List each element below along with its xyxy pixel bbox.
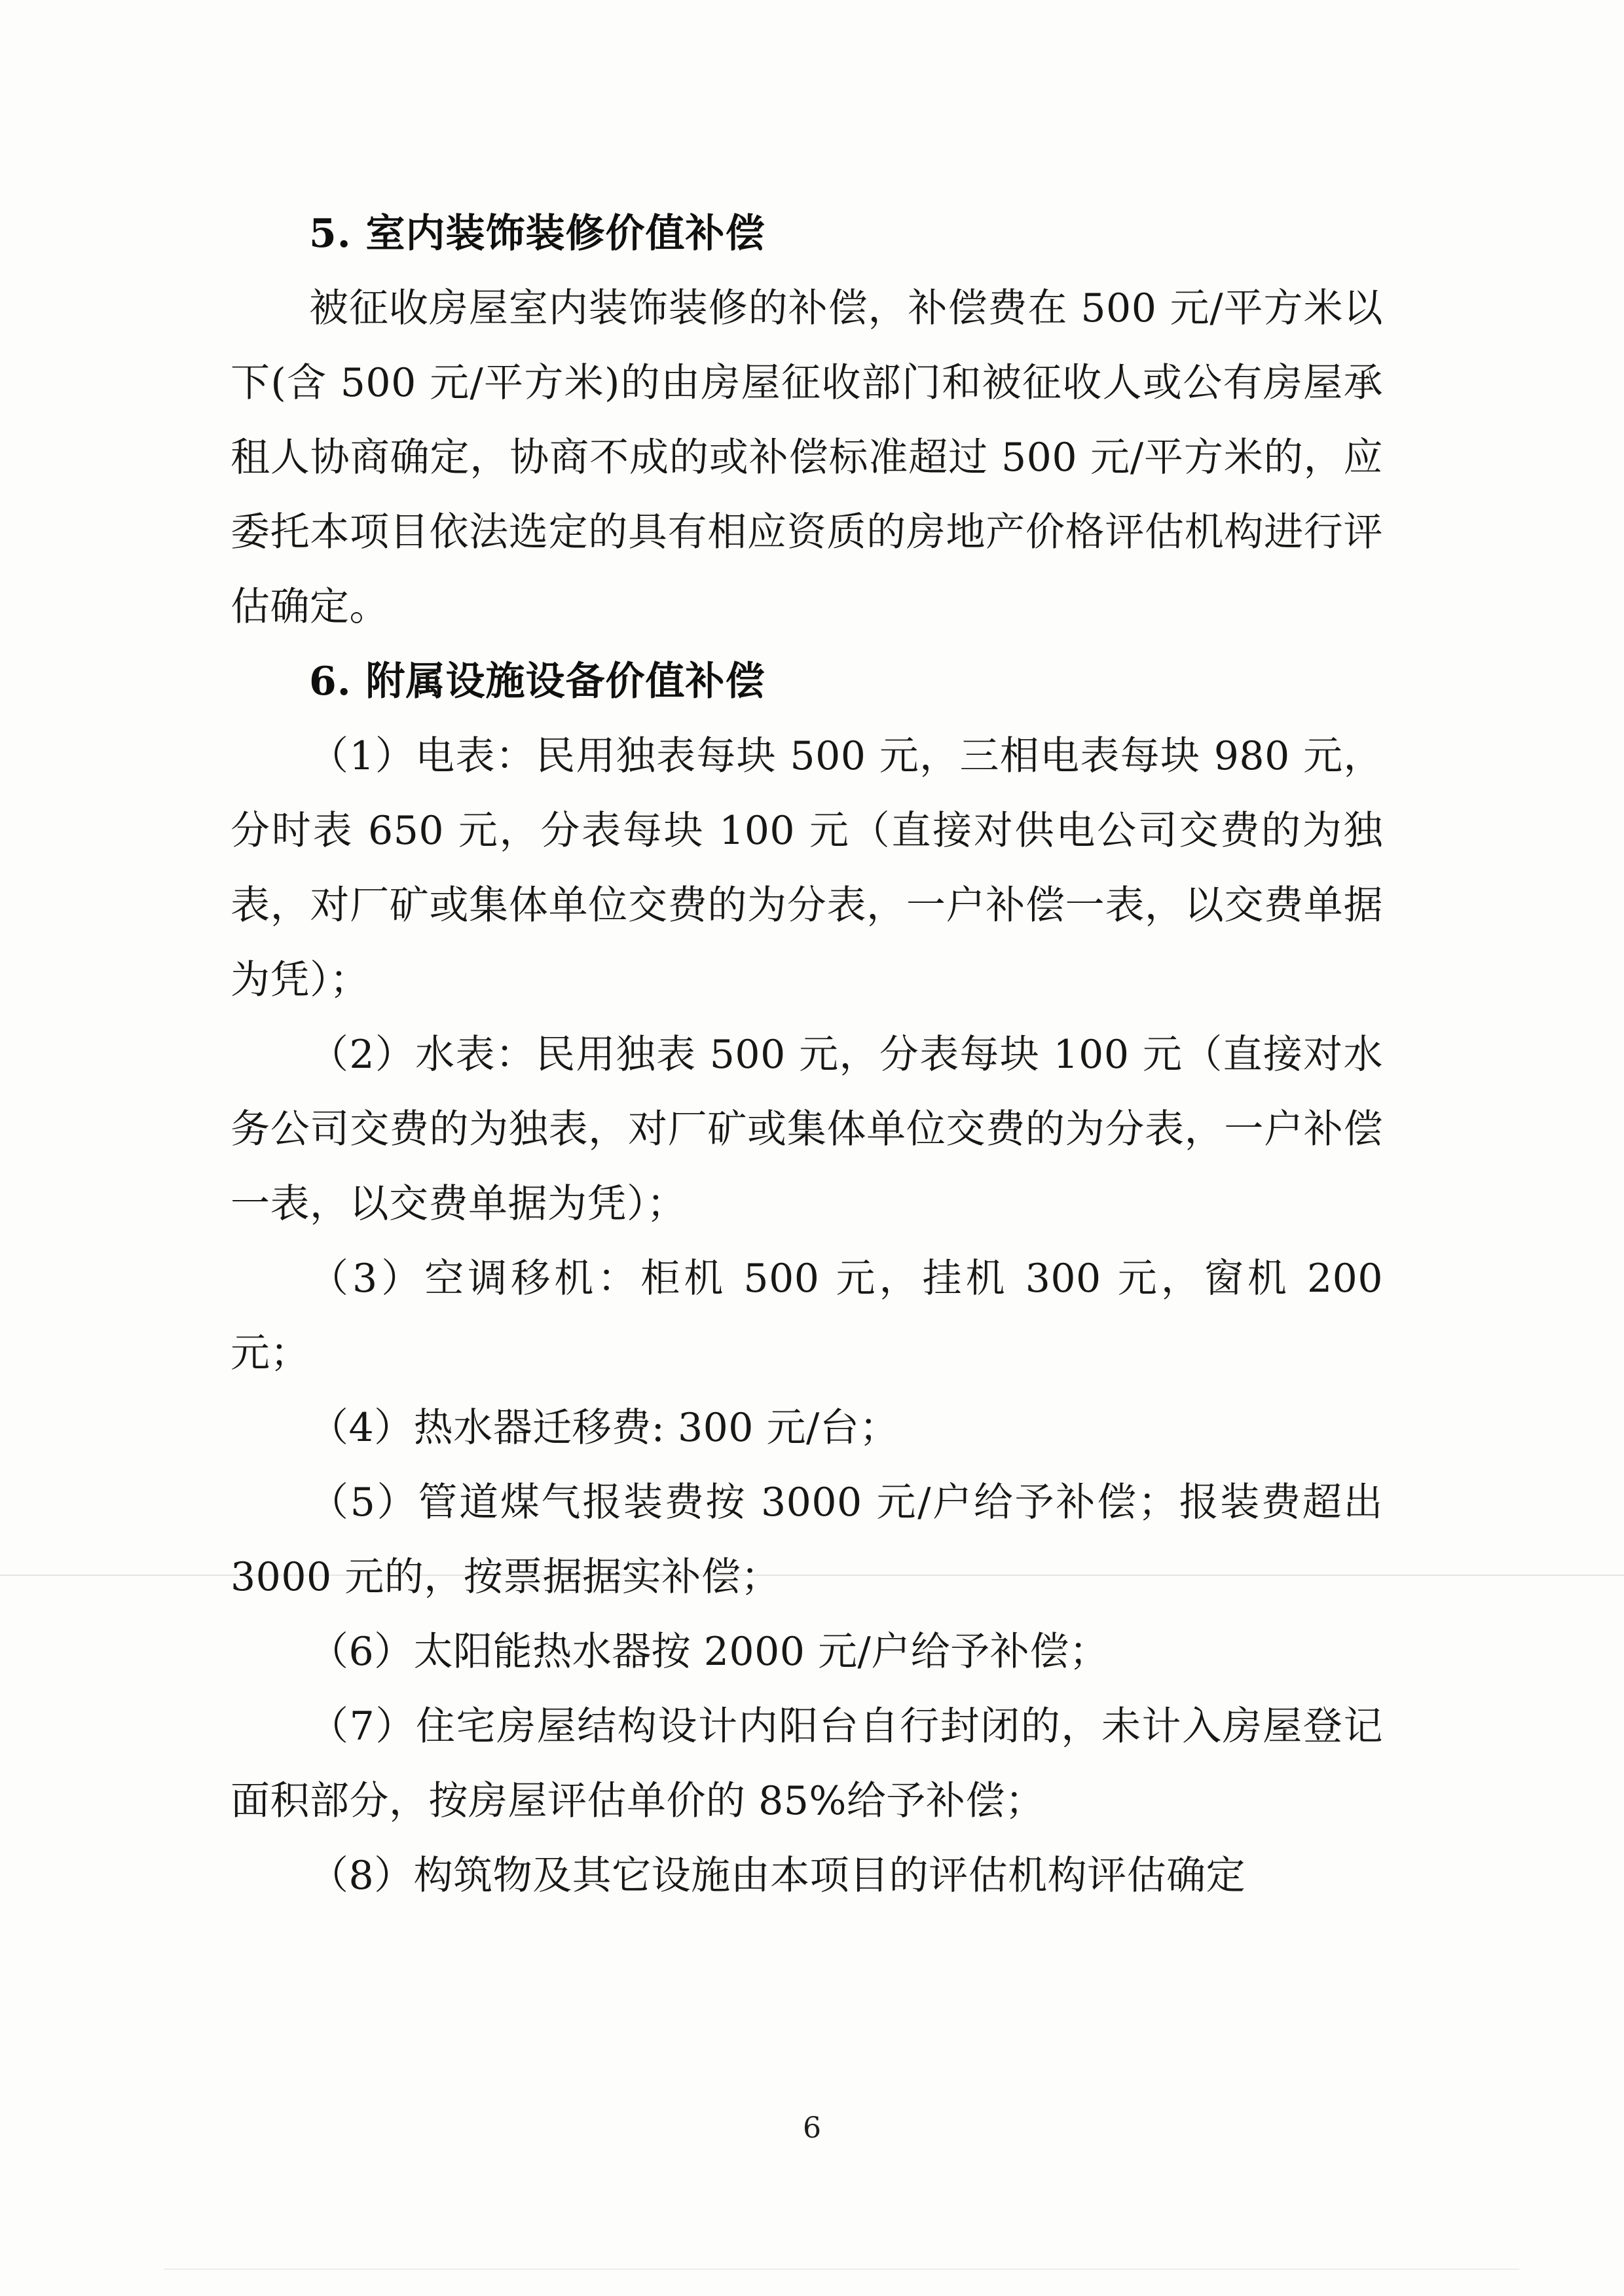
section-5-paragraph-1: 被征收房屋室内装饰装修的补偿，补偿费在 500 元/平方米以下(含 500 元/平方米)的由房屋征收部门和被征收人或公有房屋承租人协商确定，协商不成的或补偿标准超过 500 元/平方米的，应委托本项目依法选定的具有相应资质的房地产价格评估机构进行评估确定。 — [231, 285, 1383, 630]
page-number: 6 — [803, 2111, 821, 2145]
section-6-item-1: （1）电表：民用独表每块 500 元，三相电表每块 980 元，分时表 650 元，分表每块 100 元（直接对供电公司交费的为独表，对厂矿或集体单位交费的为分表，一户补偿一表，以交费单据为凭）； — [231, 733, 1383, 1003]
section-6-item-6: （6）太阳能热水器按 2000 元/户给予补偿； — [309, 1629, 1109, 1675]
section-6-heading: 6. 附属设施设备价值补偿 — [309, 659, 766, 704]
section-6-item-7: （7）住宅房屋结构设计内阳台自行封闭的，未计入房屋登记面积部分，按房屋评估单价的 85%给予补偿； — [231, 1704, 1383, 1824]
section-6-item-2: （2）水表：民用独表 500 元，分表每块 100 元（直接对水务公司交费的为独表，对厂矿或集体单位交费的为分表，一户补偿一表，以交费单据为凭）； — [231, 1032, 1383, 1227]
section-6-item-5: （5）管道煤气报装费按 3000 元/户给予补偿；报装费超出 3000 元的，按票据据实补偿； — [231, 1480, 1383, 1600]
document-body — [231, 196, 1383, 1913]
section-5-heading: 5. 室内装饰装修价值补偿 — [309, 211, 766, 257]
scan-artifact-line-bottom — [164, 2269, 1519, 2270]
section-6-item-8: （8）构筑物及其它设施由本项目的评估机构评估确定 — [309, 1853, 1246, 1899]
section-6-item-4: （4）热水器迁移费: 300 元/台； — [309, 1405, 899, 1451]
section-6-item-3: （3）空调移机：柜机 500 元，挂机 300 元，窗机 200 元； — [231, 1256, 1383, 1376]
